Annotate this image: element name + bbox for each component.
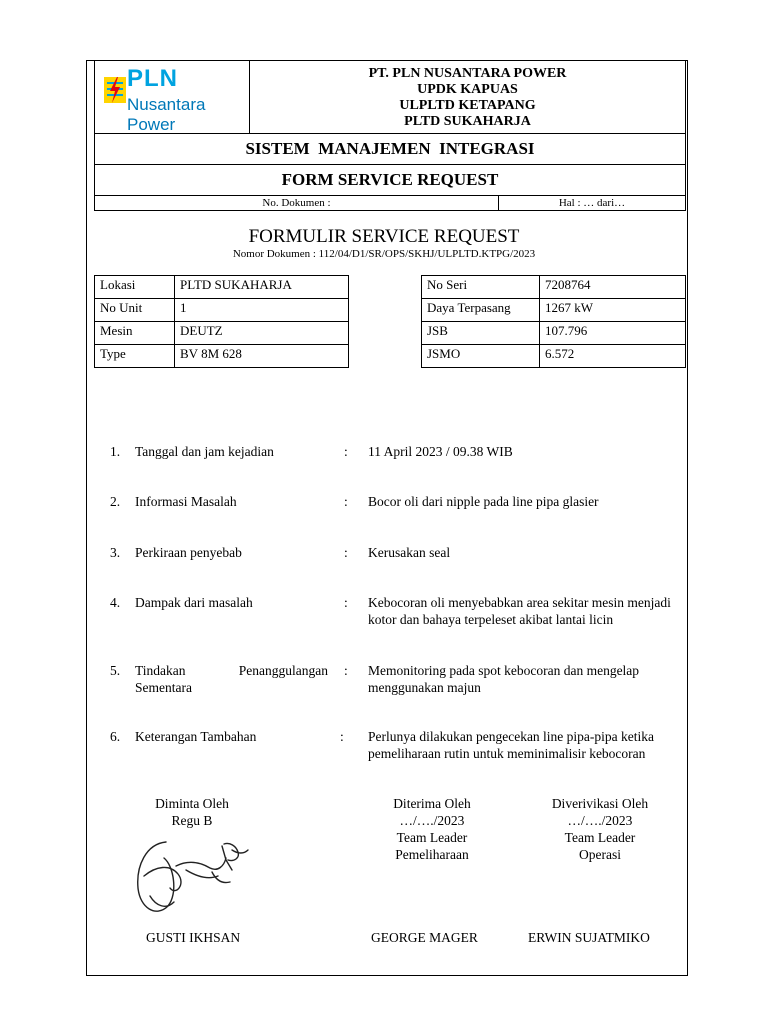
table-row: [422, 299, 686, 322]
item-value: Kebocoran oli menyebabkan area sekitar mesin menjadi kotor dan bahaya terpeleset akibat lantai licin: [368, 595, 671, 627]
item-value: Kerusakan seal: [368, 545, 451, 560]
item-label: Informasi Masalah: [135, 494, 237, 509]
logo-subtitle-text: Nusantara Power: [127, 95, 206, 134]
item-value: Perlunya dilakukan pengecekan line pipa-pipa ketika pemeliharaan rutin untuk meminimalisir kebocoran: [368, 729, 655, 761]
info-key: Lokasi: [95, 276, 175, 299]
item-label: Tindakan Penanggulangan: [135, 663, 328, 678]
item-colon: :: [344, 595, 348, 610]
signature-block-verified: [525, 795, 675, 863]
info-value: BV 8M 628: [175, 345, 349, 368]
info-value: 6.572: [540, 345, 686, 368]
item-colon: :: [344, 663, 348, 678]
info-value: DEUTZ: [175, 322, 349, 345]
signature-position: Team Leader: [396, 830, 468, 845]
info-key: Daya Terpasang: [422, 299, 540, 322]
signature-block-received: [362, 795, 502, 863]
item-colon: :: [344, 545, 348, 560]
signature-date: …/…./2023: [567, 813, 633, 828]
info-key: JSB: [422, 322, 540, 345]
logo-brand-text: PLN: [127, 65, 178, 92]
info-value: 107.796: [540, 322, 686, 345]
item-label: Perkiraan penyebab: [135, 545, 242, 560]
company-line: ULPLTD KETAPANG: [399, 98, 536, 113]
table-row: [422, 322, 686, 345]
item-value: Memonitoring pada spot kebocoran dan mengelap menggunakan majun: [368, 663, 640, 695]
form-document-number: Nomor Dokumen : 112/04/D1/SR/OPS/SKHJ/ULPLTD.KTPG/2023: [232, 248, 536, 260]
item-value: 11 April 2023 / 09.38 WIB: [368, 444, 513, 459]
signature-role: Diterima Oleh: [393, 796, 471, 811]
signature-department: Operasi: [579, 847, 621, 862]
item-colon: :: [340, 729, 344, 744]
document-number-label: No. Dokumen :: [95, 196, 499, 211]
item-number: 2.: [110, 494, 121, 509]
item-colon: :: [344, 494, 348, 509]
item-label: Dampak dari masalah: [135, 595, 253, 610]
document-header: [94, 60, 686, 211]
logo-cell: [95, 61, 250, 134]
pln-lightning-logo-icon: [103, 75, 127, 105]
info-value: PLTD SUKAHARJA: [175, 276, 349, 299]
item-number: 4.: [110, 595, 121, 610]
table-row: [95, 299, 349, 322]
table-row: [422, 276, 686, 299]
info-key: No Unit: [95, 299, 175, 322]
item-label-block: [135, 662, 328, 696]
handwritten-signature: [126, 836, 256, 926]
info-value: 1267 kW: [540, 299, 686, 322]
info-value: 1: [175, 299, 349, 322]
info-value: 7208764: [540, 276, 686, 299]
item-number: 3.: [110, 545, 121, 560]
signature-date: …/…./2023: [399, 813, 465, 828]
signature-block-requested: [122, 795, 262, 829]
signature-role: Diverivikasi Oleh: [551, 796, 649, 811]
system-title: SISTEM MANAJEMEN INTEGRASI: [95, 134, 686, 165]
item-label: Sementara: [135, 680, 192, 695]
table-row: [422, 345, 686, 368]
signature-role: Diminta Oleh: [155, 796, 229, 811]
item-colon: :: [344, 444, 348, 459]
signer-name-requested: GUSTI IKHSAN: [146, 930, 241, 945]
info-key: No Seri: [422, 276, 540, 299]
form-title: FORMULIR SERVICE REQUEST: [248, 226, 520, 247]
item-label: Tanggal dan jam kejadian: [135, 444, 274, 459]
item-number: 1.: [110, 444, 121, 459]
equipment-info-table: [94, 275, 349, 368]
info-key: JSMO: [422, 345, 540, 368]
table-row: [95, 345, 349, 368]
signature-team: Regu B: [171, 813, 213, 828]
info-key: Mesin: [95, 322, 175, 345]
page-count-label: Hal : … dari…: [499, 196, 686, 211]
item-label: Keterangan Tambahan: [135, 729, 257, 744]
engine-status-table: [421, 275, 686, 368]
company-name-block: [250, 61, 686, 134]
table-row: [95, 322, 349, 345]
item-value: Bocor oli dari nipple pada line pipa glasier: [368, 494, 599, 509]
signer-name-received: GEORGE MAGER: [371, 930, 478, 945]
item-number: 6.: [110, 729, 121, 744]
company-line: PT. PLN NUSANTARA POWER: [368, 66, 567, 81]
item-number: 5.: [110, 663, 121, 678]
signer-name-verified: ERWIN SUJATMIKO: [528, 930, 650, 945]
signature-department: Pemeliharaan: [395, 847, 469, 862]
signature-position: Team Leader: [564, 830, 636, 845]
table-row: [95, 276, 349, 299]
form-header-title: FORM SERVICE REQUEST: [95, 165, 686, 196]
info-key: Type: [95, 345, 175, 368]
company-line: PLTD SUKAHARJA: [404, 114, 531, 129]
company-line: UPDK KAPUAS: [417, 82, 518, 97]
